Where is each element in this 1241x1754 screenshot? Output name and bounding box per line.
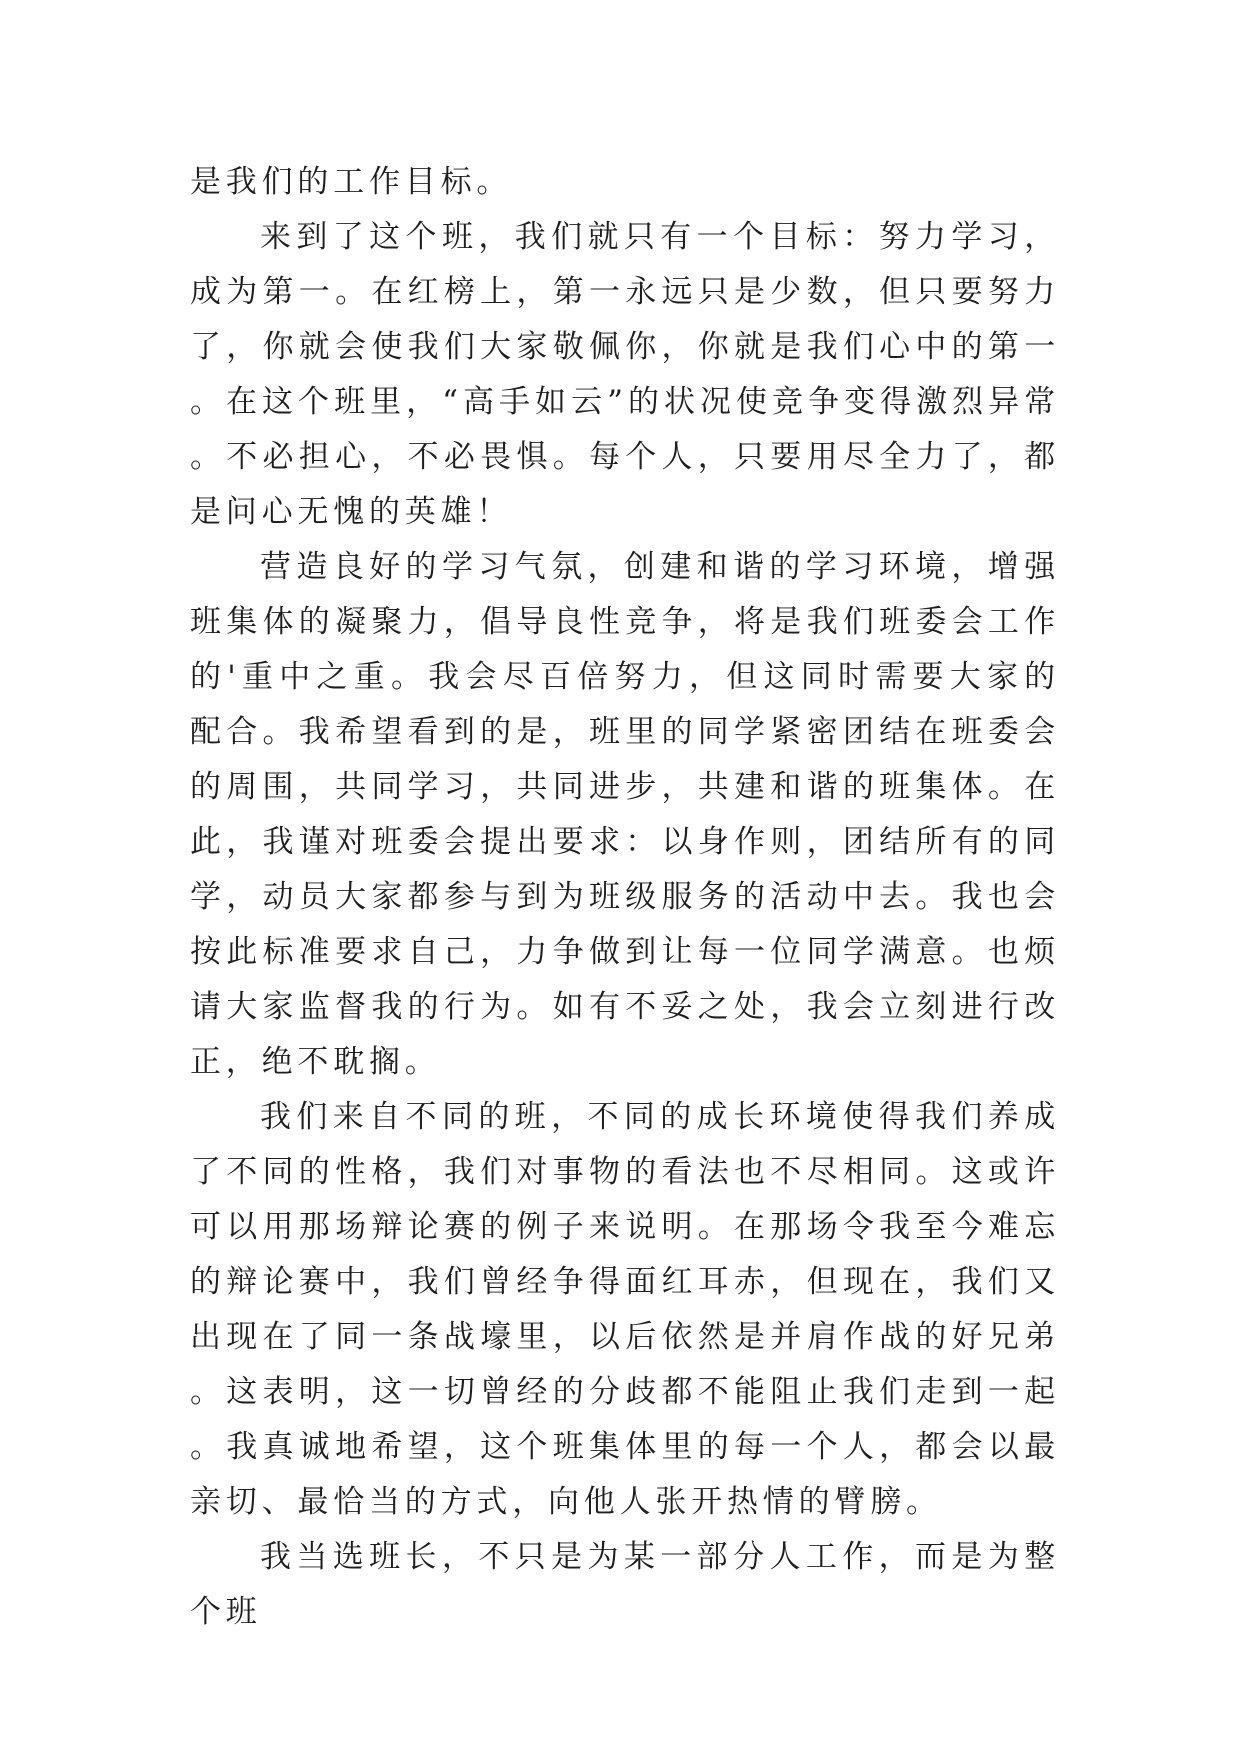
paragraph-2: 来到了这个班，我们就只有一个目标：努力学习，成为第一。在红榜上，第一永远只是少数，但只要努力了，你就会使我们大家敬佩你，你就是我们心中的第一。在这个班里，“高手如云”的状况使竞争变得激烈异常。不必担心，不必畏惧。每个人，只要用尽全力了，都是问心无愧的英雄！ (190, 219, 1060, 530)
paragraph-3: 营造良好的学习气氛，创建和谐的学习环境，增强班集体的凝聚力，倡导良性竞争，将是我们班委会工作的'重中之重。我会尽百倍努力，但这同时需要大家的配合。我希望看到的是，班里的同学紧密团结在班委会的周围，共同学习，共同进步，共建和谐的班集体。在此，我谨对班委会提出要求：以身作则，团结所有的同学，动员大家都参与到为班级服务的活动中去。我也会按此标准要求自己，力争做到让每一位同学满意。也烦请大家监督我的行为。如有不妥之处，我会立刻进行改正，绝不耽搁。 (190, 549, 1060, 1080)
document-body (190, 155, 1060, 1640)
paragraph-1: 是我们的工作目标。 (190, 164, 513, 200)
paragraph-5: 我当选班长，不只是为某一部分人工作，而是为整个班 (190, 1539, 1060, 1630)
paragraph-4: 我们来自不同的班，不同的成长环境使得我们养成了不同的性格，我们对事物的看法也不尽相同。这或许可以用那场辩论赛的例子来说明。在那场令我至今难忘的辩论赛中，我们曾经争得面红耳赤，但现在，我们又出现在了同一条战壕里，以后依然是并肩作战的好兄弟。这表明，这一切曾经的分歧都不能阻止我们走到一起。我真诚地希望，这个班集体里的每一个人，都会以最亲切、最恰当的方式，向他人张开热情的臂膀。 (190, 1099, 1060, 1520)
